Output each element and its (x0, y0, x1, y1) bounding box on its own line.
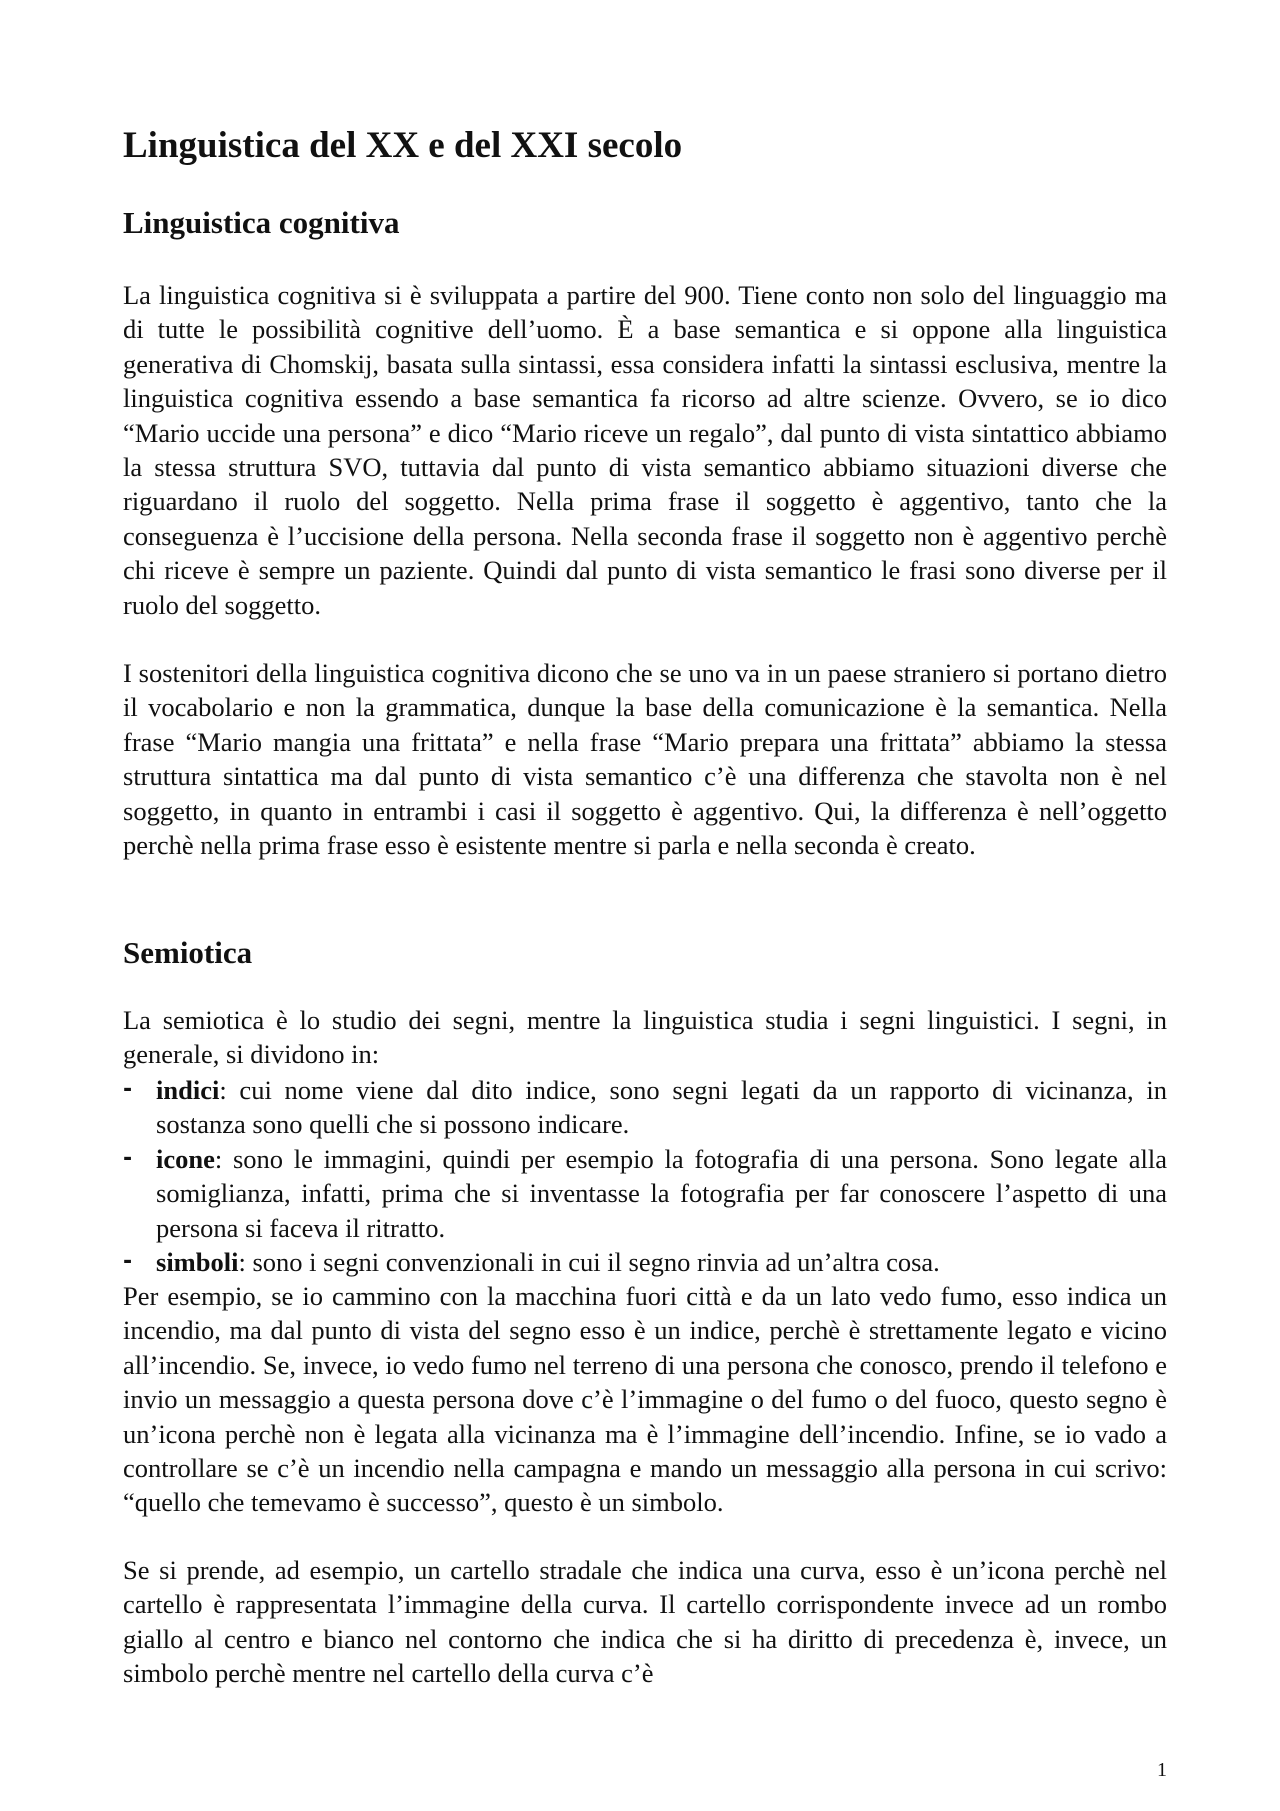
paragraph: Per esempio, se io cammino con la macchina fuori città e da un lato vedo fumo, esso indica un incendio, ma dal punto di vista del segno esso è un indice, perchè è strettamente legato e vicino all’incendio. Se, invece, io vedo fumo nel terreno di una persona che conosco, prendo il telefono e invio un messaggio a questa persona dove c’è l’immagine o del fumo o del fuoco, questo segno è un’icona perchè non è legata alla vicinanza ma è l’immagine dell’incendio. Infine, se io vado a controllare se c’è un incendio nella campagna e mando un messaggio alla persona in cui scrivo: “quello che temevamo è successo”, questo è un simbolo. (123, 1281, 1167, 1518)
list-item-text: : cui nome viene dal dito indice, sono segni legati da un rapporto di vicinanza, in sostanza sono quelli che si possono indicare. (156, 1075, 1167, 1140)
dash-bullet-icon: - (123, 1077, 133, 1102)
paragraph: I sostenitori della linguistica cognitiva dicono che se uno va in un paese straniero si portano dietro il vocabolario e non la grammatica, dunque la base della comunicazione è la semantica. Nella frase “Mario mangia una frittata” e nella frase “Mario prepara una frittata” abbiamo la stessa struttura sintattica ma dal punto di vista semantico c’è una differenza che stavolta non è nel soggetto, in quanto in entrambi i casi il soggetto è aggentivo. Qui, la differenza è nell’oggetto perchè nella prima frase esso è esistente mentre si parla e nella seconda è creato. (123, 658, 1167, 861)
list-item-simboli (123, 1245, 1167, 1279)
paragraph-intro: La semiotica è lo studio dei segni, mentre la linguistica studia i segni linguistici. I segni, in generale, si dividono in: (123, 1005, 1167, 1070)
list-item-term: simboli (156, 1247, 239, 1278)
list-item-indici (123, 1073, 1167, 1142)
list-item-text: : sono le immagini, quindi per esempio la fotografia di una persona. Sono legate alla somiglianza, infatti, prima che si inventasse la fotografia per far conoscere l’aspetto di una persona si faceva il ritratto. (156, 1143, 1167, 1243)
section-heading-semiotica: Semiotica (123, 935, 253, 970)
paragraph: La linguistica cognitiva si è sviluppata a partire del 900. Tiene conto non solo del linguaggio ma di tutte le possibilità cognitive dell’uomo. È a base semantica e si oppone alla linguistica generativa di Chomskij, basata sulla sintassi, essa considera infatti la sintassi esclusiva, mentre la linguistica cognitiva essendo a base semantica fa ricorso ad altre scienze. Ovvero, se io dico “Mario uccide una persona” e dico “Mario riceve un regalo”, dal punto di vista sintattico abbiamo la stessa struttura SVO, tuttavia dal punto di vista semantico abbiamo situazioni diverse che riguardano il ruolo del soggetto. Nella prima frase il soggetto è aggentivo, tanto che la conseguenza è l’uccisione della persona. Nella seconda frase il soggetto non è aggentivo perchè chi riceve è sempre un paziente. Quindi dal punto di vista semantico le frasi sono diverse per il ruolo del soggetto. (123, 280, 1167, 620)
document-title: Linguistica del XX e del XXI secolo (123, 125, 683, 166)
signs-list (123, 1073, 1167, 1279)
list-item-icone (123, 1142, 1167, 1245)
paragraph: Se si prende, ad esempio, un cartello stradale che indica una curva, esso è un’icona perchè nel cartello è rappresentata l’immagine della curva. Il cartello corrispondente invece ad un rombo giallo al centro e bianco nel contorno che indica che si ha diritto di precedenza è, invece, un simbolo perchè mentre nel cartello della curva c’è (123, 1555, 1167, 1689)
page-number: 1 (1157, 1759, 1167, 1781)
list-item-text: : sono i segni convenzionali in cui il segno rinvia ad un’altra cosa. (238, 1247, 940, 1278)
dash-bullet-icon: - (123, 1249, 133, 1275)
list-item-term: indici (156, 1075, 220, 1105)
dash-bullet-icon: - (123, 1145, 133, 1171)
list-item-term: icone (156, 1143, 215, 1174)
section-heading-linguistica-cognitiva: Linguistica cognitiva (123, 205, 400, 240)
